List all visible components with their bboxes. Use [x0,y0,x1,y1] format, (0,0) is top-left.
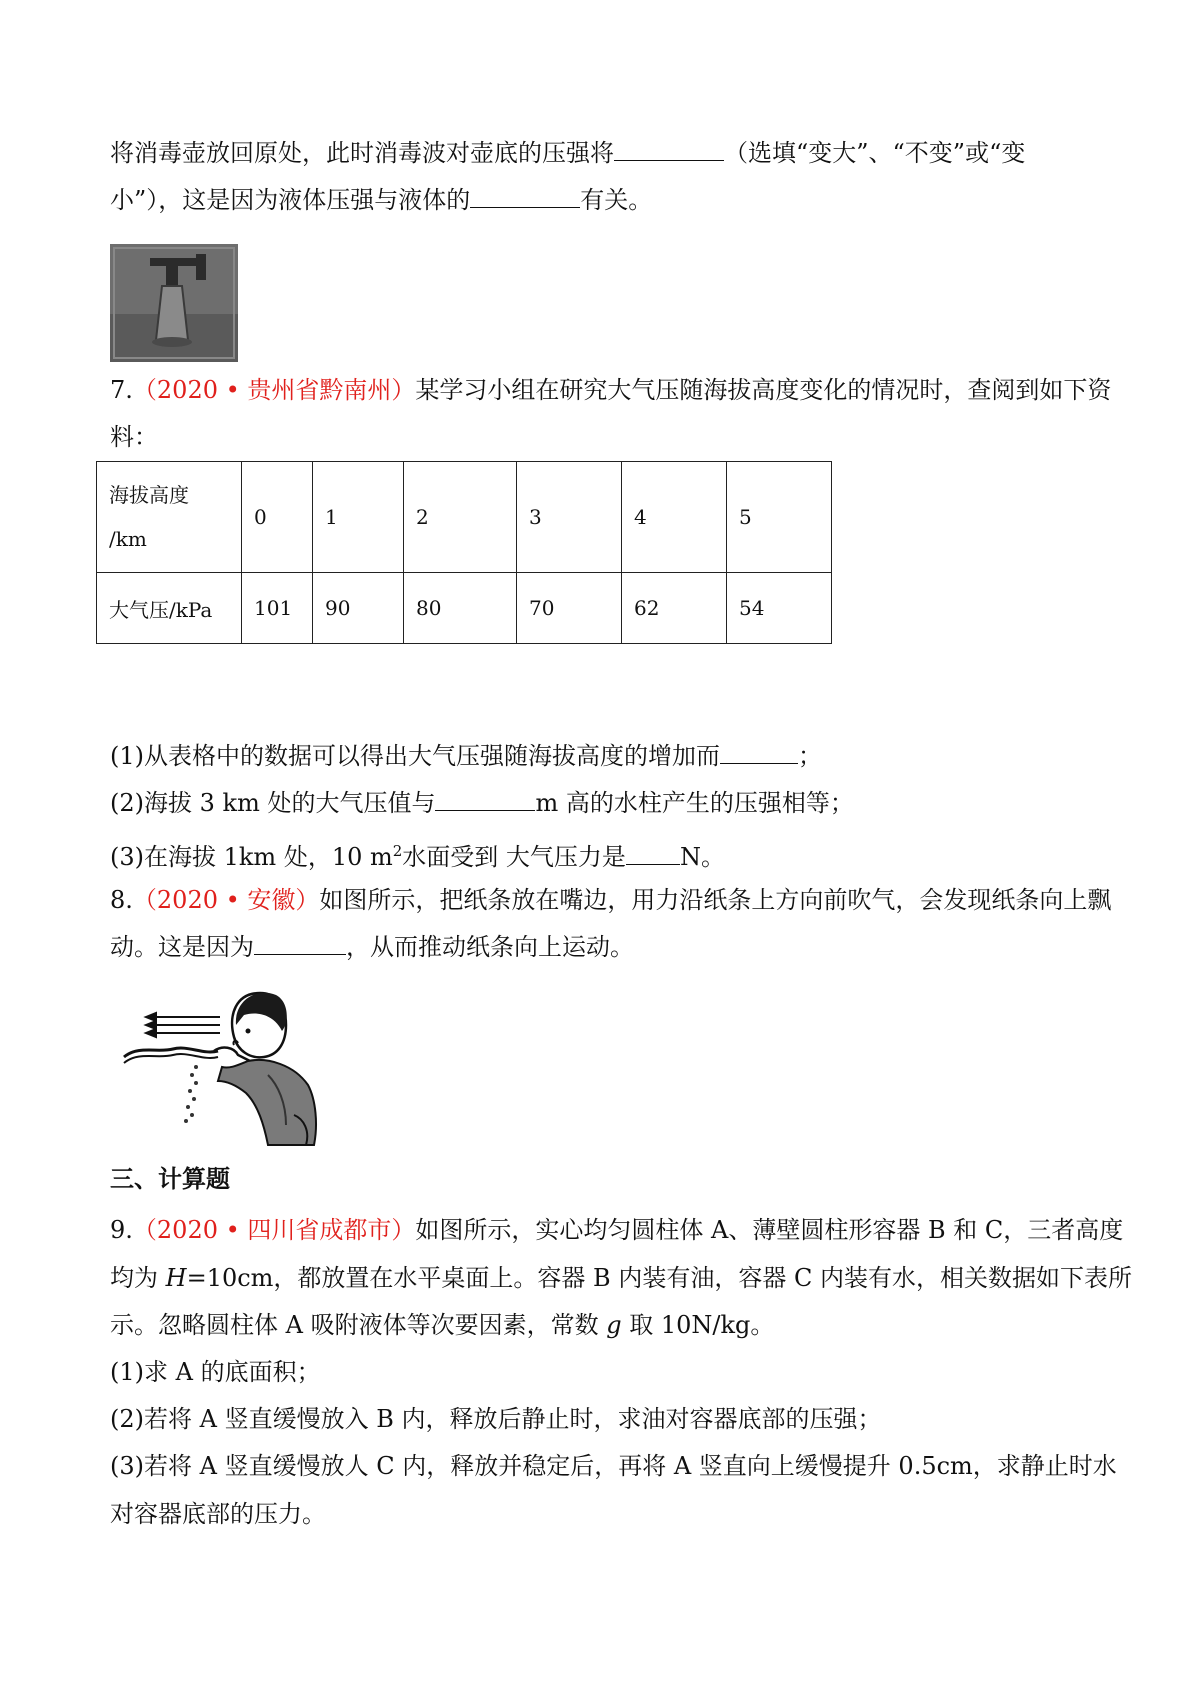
q9-sub-3: (3)若将 A 竖直缓慢放人 C 内，释放并稳定后，再将 A 竖直向上缓慢提升 0.5cm，求静止时水 [110,1452,1117,1480]
table-cell: 2 [404,462,517,573]
q8-blank-1[interactable] [254,932,346,955]
q7-source: （2020 • 贵州省黔南州） [132,376,416,404]
table-header-pressure: 大气压/kPa [97,573,242,644]
table-cell: 4 [622,462,727,573]
q6-line-1: 将消毒壶放回原处，此时消毒波对壶底的压强将 （选填“变大”、“不变”或“变 [110,139,1026,167]
table-cell: 1 [313,462,404,573]
q7-blank-1[interactable] [720,741,798,764]
q9-sub-1: (1)求 A 的底面积； [110,1358,321,1386]
q7-blank-2[interactable] [435,788,535,811]
q9-stem-3: 示。忽略圆柱体 A 吸附液体等次要因素，常数 g 取 10N/kg。 [110,1311,775,1339]
boy-blowing-paper-image [118,985,340,1150]
table-cell: 70 [517,573,622,644]
table-cell: 90 [313,573,404,644]
q8-stem: 8.（2020 • 安徽）如图所示，把纸条放在嘴边，用力沿纸条上方向前吹气，会发现纸条向上飘 [110,886,1112,914]
table-cell: 62 [622,573,727,644]
q8-source: （2020 • 安徽） [132,886,320,914]
q8-stem-2: 动。这是因为 ，从而推动纸条向上运动。 [110,933,634,961]
q7-sub-3: (3)在海拔 1km 处，10 $m^2$水面受到 大气压力是 N。 [110,842,725,871]
q6-blank-2[interactable] [470,185,580,208]
table-row [97,462,832,573]
section-title: 三、计算题 [110,1164,230,1193]
q9-sub-3-cont: 对容器底部的压力。 [110,1500,326,1528]
q6-blank-1[interactable] [614,138,724,161]
table-header-altitude: 海拔高度 /km [97,462,242,573]
spray-bottle-image [110,244,238,362]
q7-stem: 7.（2020 • 贵州省黔南州）某学习小组在研究大气压随海拔高度变化的情况时，查阅到如下资 [110,376,1112,404]
q9-stem: 9.（2020 • 四川省成都市）如图所示，实心均匀圆柱体 A、薄壁圆柱形容器 B 和 C，三者高度 [110,1216,1124,1244]
table-row [97,573,832,644]
table-cell: 101 [242,573,313,644]
q9-stem-2: 均为 H=10cm，都放置在水平桌面上。容器 B 内装有油，容器 C 内装有水，相关数据如下表所 [110,1264,1132,1292]
table-cell: 3 [517,462,622,573]
altitude-pressure-table [96,461,832,644]
q9-sub-2: (2)若将 A 竖直缓慢放入 B 内，释放后静止时，求油对容器底部的压强； [110,1405,882,1433]
q7-stem-2: 料： [110,423,158,451]
table-cell: 80 [404,573,517,644]
q6-line-2: 小”），这是因为液体压强与液体的 有关。 [110,186,653,214]
q7-sub-1: (1)从表格中的数据可以得出大气压强随海拔高度的增加而 ； [110,742,822,770]
q7-sub-2: (2)海拔 3 km 处的大气压值与 m 高的水柱产生的压强相等； [110,789,854,817]
table-cell: 54 [727,573,832,644]
table-cell: 5 [727,462,832,573]
table-cell: 0 [242,462,313,573]
q7-blank-3[interactable] [626,842,680,865]
q9-source: （2020 • 四川省成都市） [132,1216,416,1244]
